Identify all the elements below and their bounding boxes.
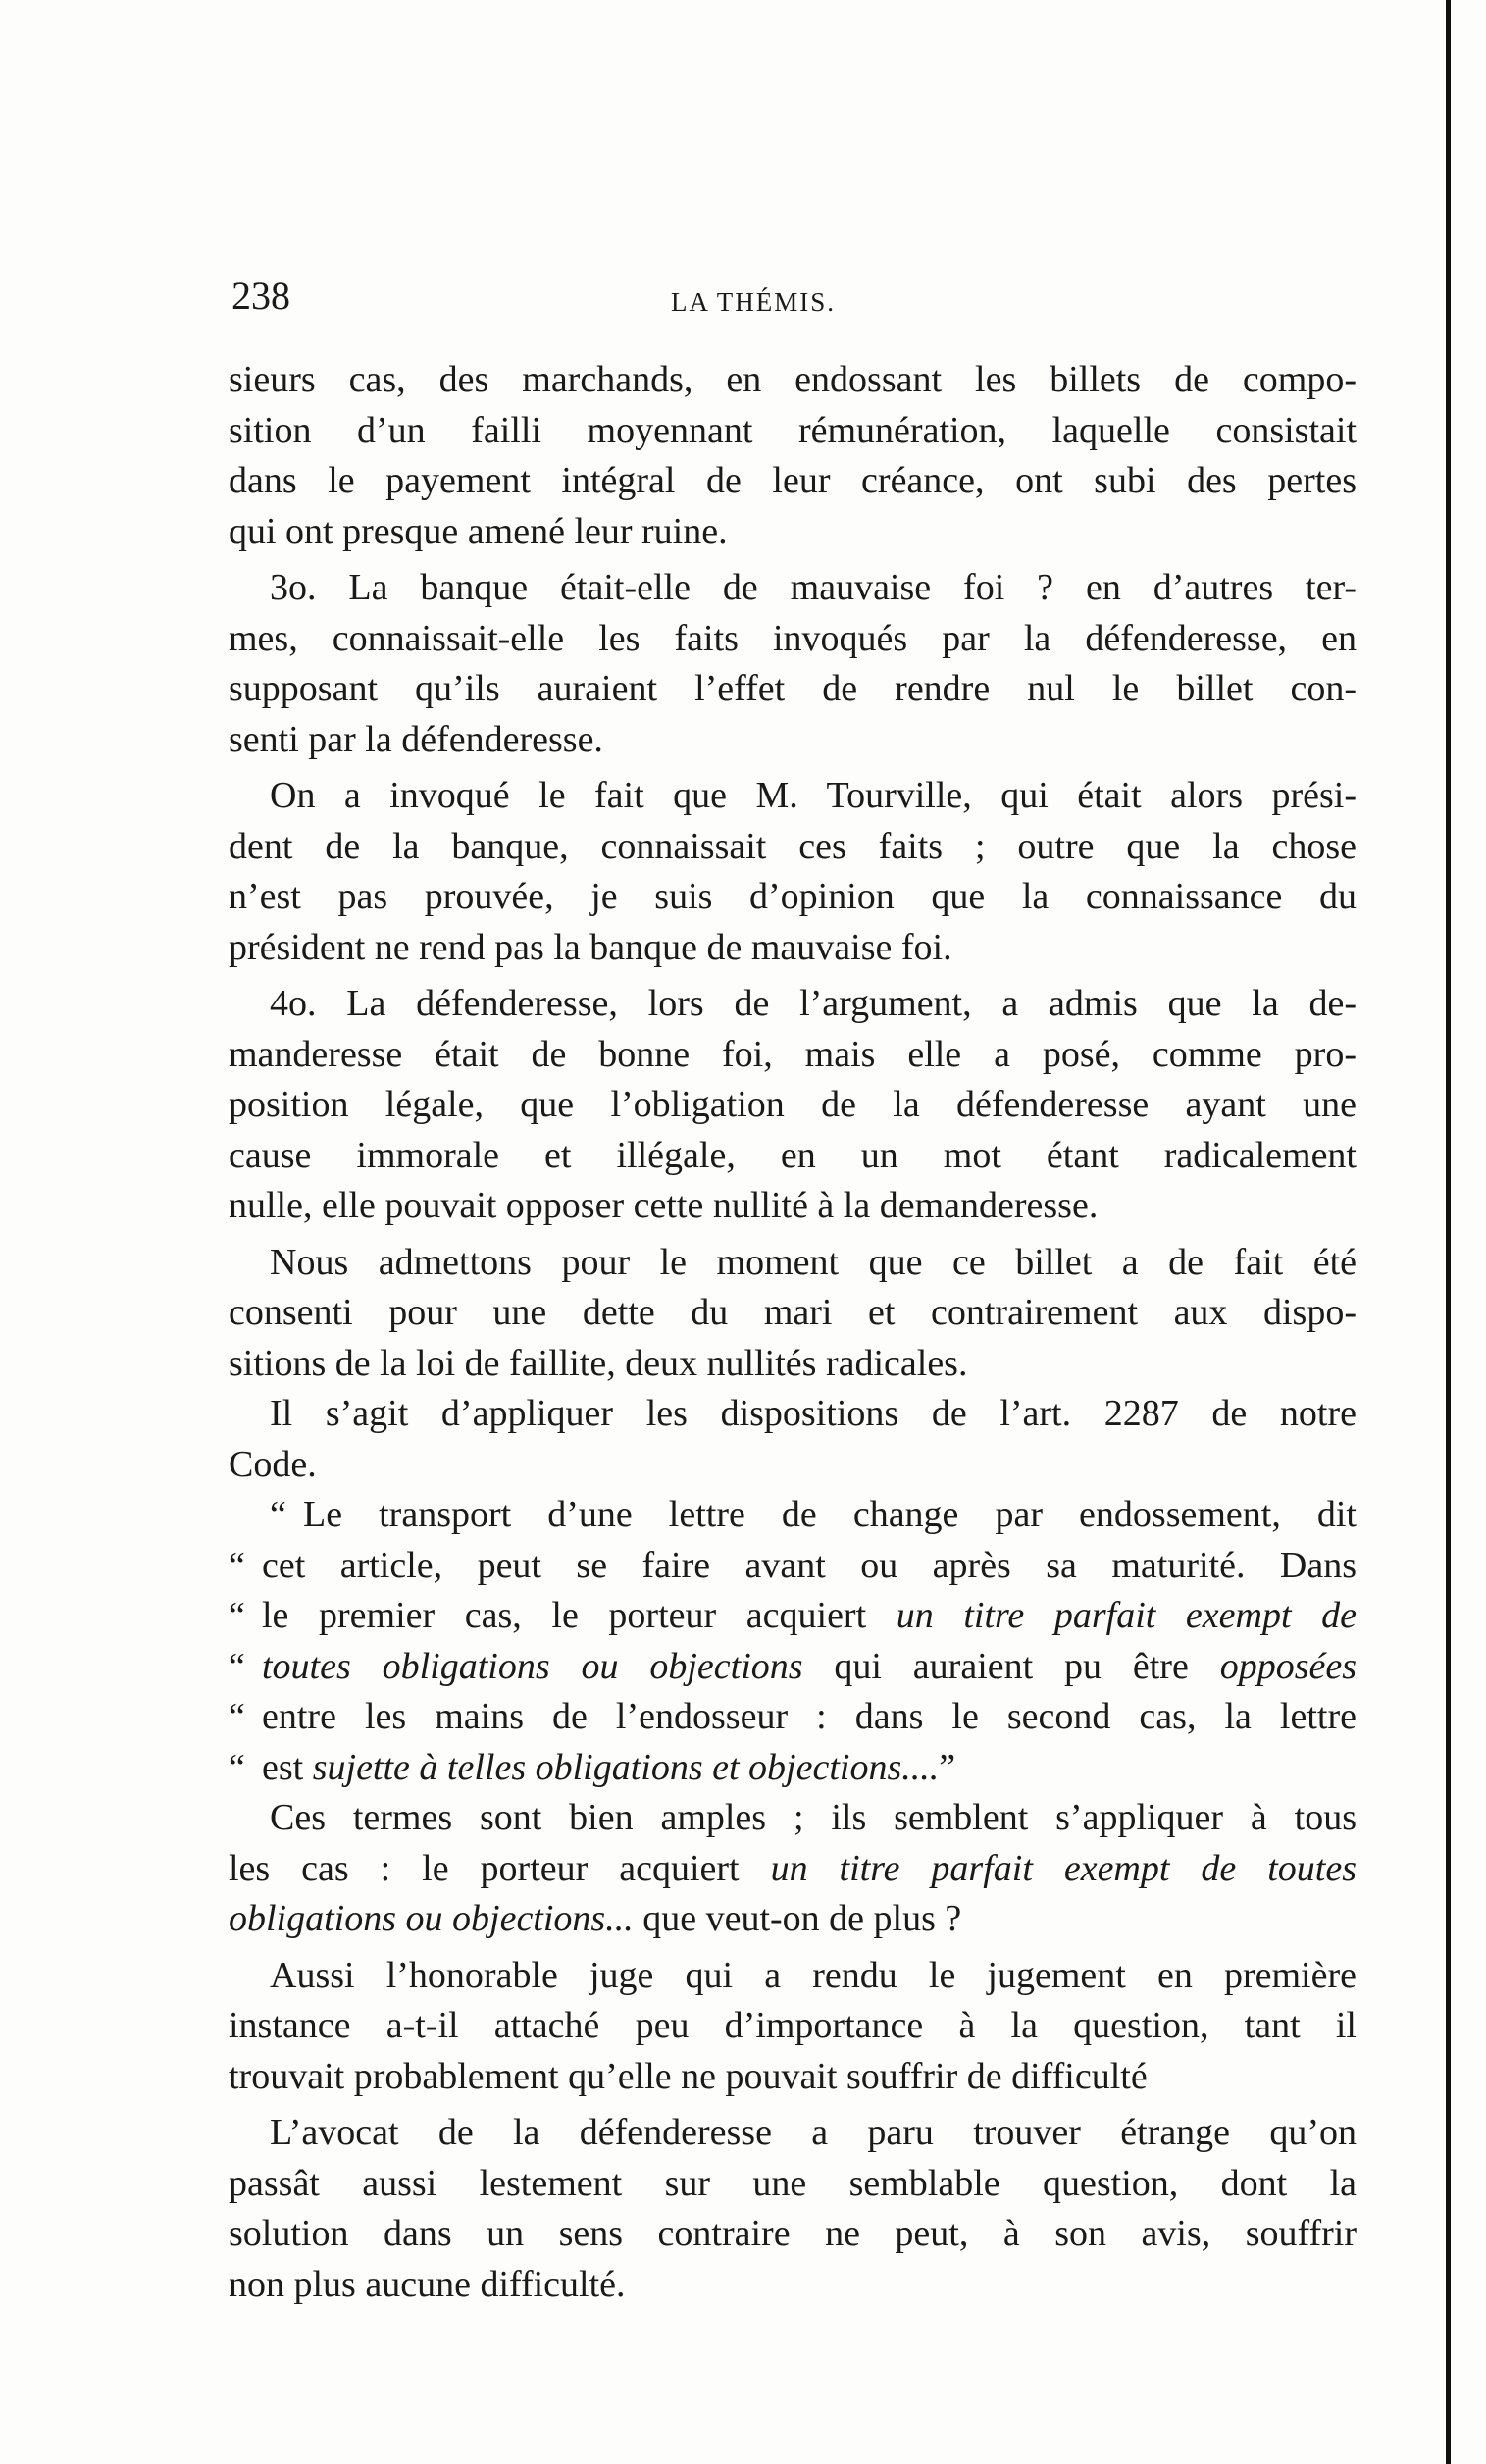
text-line: nulle, elle pouvait opposer cette nullité à la demanderesse. bbox=[229, 1185, 1099, 1226]
text-line: sitions de la loi de faillite, deux nullités radicales. bbox=[229, 1342, 968, 1384]
text-line: supposant qu’ils auraient l’effet de rendre nul le billet con- bbox=[229, 668, 1357, 709]
quote-mark: “ bbox=[229, 1746, 245, 1788]
paragraph bbox=[229, 563, 1357, 765]
quote-line: “ cet article, peut se faire avant ou après sa maturité. Dans bbox=[229, 1541, 1357, 1592]
body-text bbox=[229, 355, 1357, 2310]
text-line: dans le payement intégral de leur créance, ont subi des pertes bbox=[229, 460, 1357, 501]
page-edge-rule bbox=[1446, 0, 1451, 2464]
text-line: passât aussi lestement sur une semblable question, dont la bbox=[229, 2162, 1357, 2204]
text-line: manderesse était de bonne foi, mais elle a posé, comme pro- bbox=[229, 1033, 1357, 1075]
quote-mark: “ bbox=[229, 1696, 245, 1737]
quote-line: “ le premier cas, le porteur acquiert un titre parfait exempt de bbox=[229, 1591, 1357, 1642]
quote-mark: “ bbox=[229, 1544, 245, 1586]
quote-mark: “ bbox=[229, 1645, 245, 1687]
journal-title: LA THÉMIS. bbox=[671, 287, 837, 317]
quote-mark: “ bbox=[229, 1595, 245, 1636]
text-line: 4o. La défenderesse, lors de l’argument, a admis que la de- bbox=[270, 983, 1357, 1024]
quote-line: “ est sujette à telles obligations et objections....” bbox=[229, 1743, 1357, 1794]
text-line: Nous admettons pour le moment que ce billet a de fait été bbox=[270, 1241, 1357, 1283]
text-line: qui ont presque amené leur ruine. bbox=[229, 510, 728, 552]
text-line: non plus aucune difficulté. bbox=[229, 2263, 626, 2305]
text-line: dent de la banque, connaissait ces faits ; outre que la chose bbox=[229, 825, 1357, 867]
text-line: L’avocat de la défenderesse a paru trouver étrange qu’on bbox=[270, 2112, 1357, 2153]
text-line: On a invoqué le fait que M. Tourville, qui était alors prési- bbox=[270, 775, 1357, 816]
text-line: sition d’un failli moyennant rémunération, laquelle consistait bbox=[229, 409, 1357, 451]
text-line: position légale, que l’obligation de la défenderesse ayant une bbox=[229, 1084, 1357, 1125]
text-line: président ne rend pas la banque de mauvaise foi. bbox=[229, 926, 952, 968]
paragraph bbox=[229, 979, 1357, 1232]
quote-line: “ entre les mains de l’endosseur : dans le second cas, la lettre bbox=[229, 1692, 1357, 1743]
text-line: sieurs cas, des marchands, en endossant les billets de compo- bbox=[229, 359, 1357, 400]
text-line: solution dans un sens contraire ne peut, à son avis, souffrir bbox=[229, 2213, 1357, 2254]
text-line: Il s’agit d’appliquer les dispositions de l’art. 2287 de notre bbox=[270, 1393, 1357, 1434]
text-line: instance a-t-il attaché peu d’importance à la question, tant il bbox=[229, 2005, 1357, 2046]
paragraph bbox=[229, 1389, 1357, 1490]
text-line: mes, connaissait-elle les faits invoqués par la défenderesse, en bbox=[229, 617, 1357, 659]
quote-line: “ toutes obligations ou objections qui auraient pu être opposées bbox=[229, 1642, 1357, 1693]
quote-mark: “ bbox=[270, 1494, 286, 1535]
text-line: n’est pas prouvée, je suis d’opinion que la connaissance du bbox=[229, 876, 1357, 917]
text-line: trouvait probablement qu’elle ne pouvait souffrir de difficulté bbox=[229, 2055, 1148, 2097]
text-line: Ces termes sont bien amples ; ils semblent s’appliquer à tous bbox=[270, 1797, 1357, 1838]
text-line: les cas : le porteur acquiert un titre parfait exempt de toutes bbox=[229, 1847, 1357, 1889]
text-line: obligations ou objections... que veut-on de plus ? bbox=[229, 1898, 962, 1939]
page-number: 238 bbox=[231, 274, 290, 318]
quotation bbox=[229, 1490, 1357, 1793]
quote-line: “ Le transport d’une lettre de change par endossement, dit bbox=[229, 1490, 1357, 1541]
text-line: 3o. La banque était-elle de mauvaise foi ? en d’autres ter- bbox=[270, 567, 1357, 608]
paragraph bbox=[229, 1793, 1357, 1945]
text-line: consenti pour une dette du mari et contrairement aux dispo- bbox=[229, 1292, 1357, 1333]
paragraph bbox=[229, 771, 1357, 973]
text-line: Code. bbox=[229, 1443, 317, 1485]
paragraph bbox=[229, 2108, 1357, 2310]
text-line: senti par la défenderesse. bbox=[229, 718, 603, 760]
text-line: cause immorale et illégale, en un mot étant radicalement bbox=[229, 1134, 1357, 1176]
paragraph bbox=[229, 355, 1357, 557]
running-head bbox=[231, 267, 1359, 326]
text-line: Aussi l’honorable juge qui a rendu le jugement en première bbox=[270, 1954, 1357, 1996]
paragraph bbox=[229, 1951, 1357, 2103]
paragraph bbox=[229, 1238, 1357, 1390]
